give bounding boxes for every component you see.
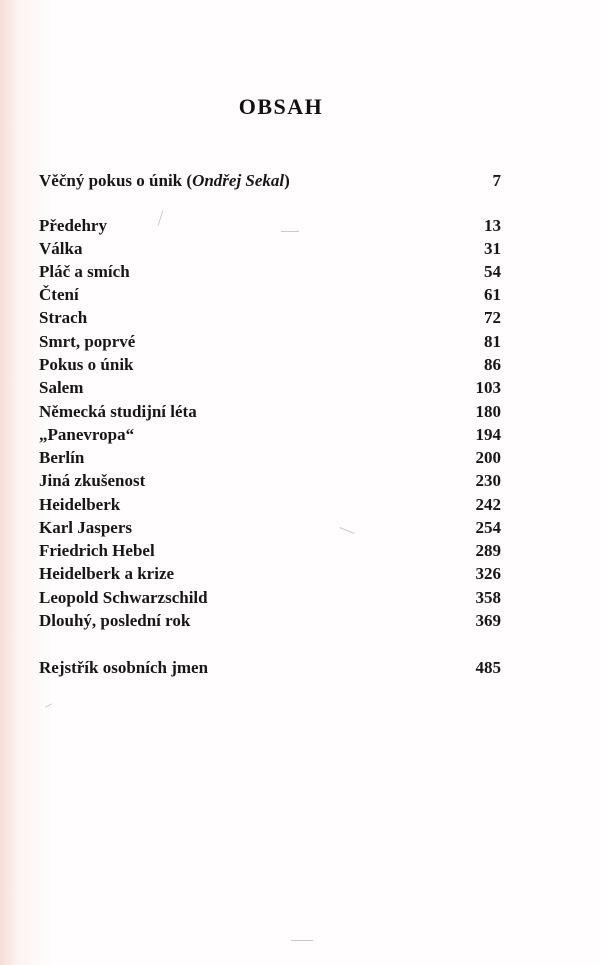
toc-chapter-title: Strach (39, 308, 88, 327)
toc-chapter-page: 103 (475, 378, 501, 397)
toc-row (39, 539, 501, 562)
toc-intro-row (39, 169, 501, 192)
toc-row (39, 446, 501, 469)
toc-chapter-page: 61 (484, 285, 501, 304)
toc-chapter-page: 358 (475, 588, 501, 607)
toc-row (39, 469, 501, 492)
toc-row (39, 516, 501, 539)
toc-index-row (39, 656, 501, 679)
toc-chapter-title: Jiná zkušenost (39, 471, 146, 490)
toc-row (39, 353, 501, 376)
toc-intro-page: 7 (492, 171, 501, 190)
toc-row (39, 493, 501, 516)
toc-row (39, 562, 501, 585)
toc-chapter-title: „Panevropa“ (39, 425, 135, 444)
scan-speck (281, 231, 299, 232)
scan-speck (291, 940, 313, 941)
toc-chapter-title: Friedrich Hebel (39, 541, 155, 560)
toc-row (39, 214, 501, 237)
toc-index-title: Rejstřík osobních jmen (39, 658, 209, 677)
toc-chapter-title: Dlouhý, poslední rok (39, 611, 191, 630)
toc-chapter-title: Válka (39, 239, 83, 258)
toc-chapter-page: 289 (475, 541, 501, 560)
toc-row (39, 306, 501, 329)
toc-chapter-page: 369 (475, 611, 501, 630)
toc-chapter-page: 242 (475, 495, 501, 514)
toc-chapter-page: 326 (475, 564, 501, 583)
toc-chapter-page: 200 (475, 448, 501, 467)
toc-chapter-page: 81 (484, 332, 501, 351)
toc-row (39, 330, 501, 353)
toc-chapter-page: 180 (475, 402, 501, 421)
toc-chapter-page: 254 (475, 518, 501, 537)
toc-chapter-title: Pokus o únik (39, 355, 134, 374)
toc-chapter-page: 54 (484, 262, 501, 281)
toc-chapter-title: Předehry (39, 216, 107, 235)
scan-speck (45, 703, 52, 707)
toc-chapter-title: Berlín (39, 448, 85, 467)
toc-intro-title (39, 169, 290, 192)
toc-intro-author: Ondřej Sekal (192, 171, 285, 190)
toc-row (39, 237, 501, 260)
toc-intro-title-prefix: Věčný pokus o únik ( (39, 171, 193, 190)
toc-chapter-page: 13 (484, 216, 501, 235)
toc-intro-title-suffix: ) (284, 171, 290, 190)
toc-row (39, 260, 501, 283)
toc-row (39, 423, 501, 446)
toc-chapter-title: Německá studijní léta (39, 402, 197, 421)
toc-chapter-title: Karl Jaspers (39, 518, 133, 537)
toc-chapter-page: 230 (475, 471, 501, 490)
toc-row (39, 400, 501, 423)
toc-row (39, 283, 501, 306)
toc-chapter-title: Čtení (39, 285, 79, 304)
toc-chapter-title: Heidelberk a krize (39, 564, 175, 583)
toc-row (39, 376, 501, 399)
toc-chapter-title: Leopold Schwarzschild (39, 588, 208, 607)
toc-chapter-page: 86 (484, 355, 501, 374)
page-title: OBSAH (238, 94, 324, 119)
toc-row (39, 586, 501, 609)
toc-index-page: 485 (475, 658, 501, 677)
toc-chapter-title: Pláč a smích (39, 262, 130, 281)
toc-chapter-page: 31 (484, 239, 501, 258)
toc-chapter-page: 194 (475, 425, 501, 444)
toc-chapter-title: Smrt, poprvé (39, 332, 136, 351)
toc-chapter-title: Salem (39, 378, 84, 397)
toc-row (39, 609, 501, 632)
toc-chapter-title: Heidelberk (39, 495, 121, 514)
toc-chapter-page: 72 (484, 308, 501, 327)
